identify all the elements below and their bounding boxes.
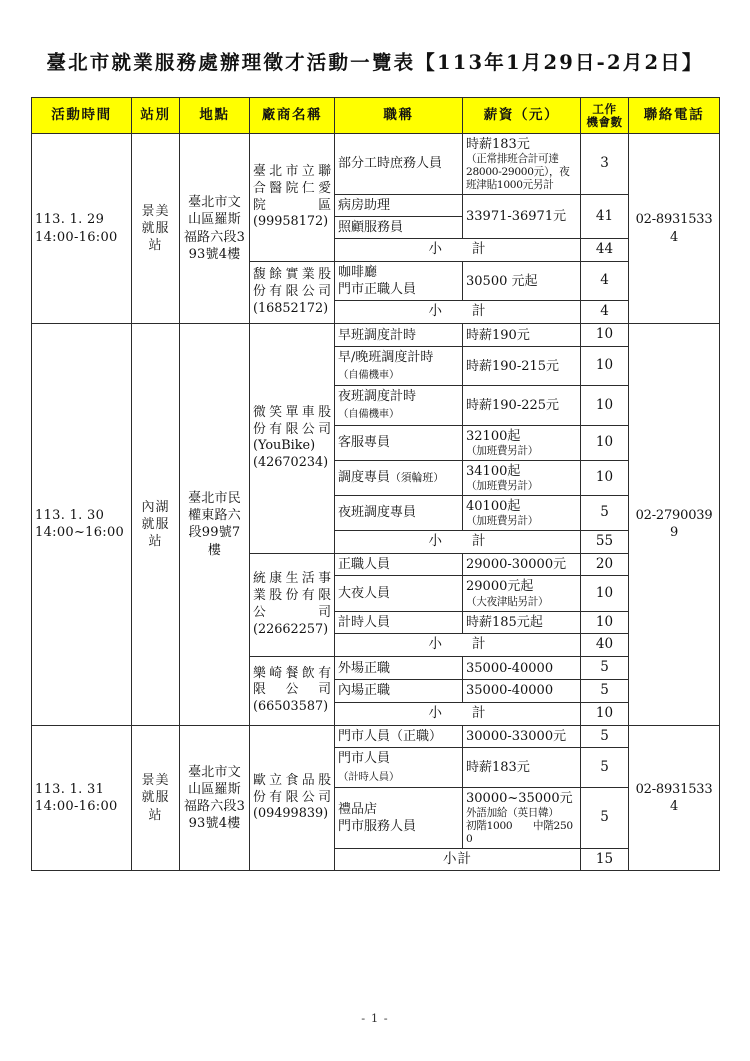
cell-activity-time xyxy=(32,324,132,725)
salary-amount: 29000-30000元 xyxy=(466,556,567,572)
job-title-text: 門市人員（正職） xyxy=(338,728,443,744)
job-title-text: 夜班調度計時 xyxy=(338,389,417,405)
page-title: 臺北市就業服務處辦理徵才活動一覽表【113年1月29日-2月2日】 xyxy=(46,51,704,74)
company-name-line: 臺北市立聯 xyxy=(253,163,331,179)
cell-salary xyxy=(463,194,581,238)
salary-amount: 35000-40000 xyxy=(466,683,554,699)
cell-job-title xyxy=(335,725,463,748)
job-title-text: 調度專員 xyxy=(338,470,391,486)
cell-company-name xyxy=(250,657,335,725)
subtotal-value: 10 xyxy=(581,702,629,725)
job-title-text: 部分工時庶務人員 xyxy=(338,156,443,172)
company-tax-id: (99958172) xyxy=(253,214,329,230)
cell-job-title xyxy=(335,748,463,787)
subtotal-value: 15 xyxy=(581,848,629,871)
cell-openings: 5 xyxy=(581,657,629,680)
cell-company-name xyxy=(250,262,335,324)
salary-amount: 32100起 xyxy=(466,428,521,444)
company-tax-id: (16852172) xyxy=(253,301,329,317)
station-line: 內湖 xyxy=(141,499,170,515)
cell-job-title xyxy=(335,460,463,495)
activity-date: 113. 1. 31 xyxy=(35,781,105,797)
column-header-openings xyxy=(581,98,629,134)
company-name-line: 份有限公司 xyxy=(253,789,331,805)
cell-job-title xyxy=(335,679,463,702)
salary-note: 外語加給（英日韓） xyxy=(466,806,559,819)
salary-note: （正常排班合計可達 xyxy=(466,153,559,166)
job-title-line2: 門市服務人員 xyxy=(338,818,417,834)
station-line: 就服 xyxy=(141,790,170,806)
company-name-line: 歐立食品股 xyxy=(253,772,331,788)
subtotal-label: 小 計 xyxy=(335,634,581,657)
cell-salary xyxy=(463,134,581,195)
job-title-text: 咖啡廳 xyxy=(338,265,378,281)
cell-openings: 5 xyxy=(581,495,629,530)
station-line: 景美 xyxy=(141,773,170,789)
cell-salary xyxy=(463,495,581,530)
page-number-footer: - 1 - xyxy=(361,1011,389,1025)
company-name-line: 院 區 xyxy=(253,197,331,213)
table-row xyxy=(32,725,720,748)
cell-salary xyxy=(463,787,581,848)
column-header-location: 地點 xyxy=(180,98,250,134)
subtotal-label: 小 計 xyxy=(335,301,581,324)
job-title-text: 外場正職 xyxy=(338,660,391,676)
table-row xyxy=(32,134,720,195)
subtotal-label: 小 計 xyxy=(335,530,581,553)
table-header-row xyxy=(32,98,720,134)
cell-phone: 02-89315334 xyxy=(629,725,720,871)
company-name-line: 限公司 xyxy=(253,682,331,698)
column-header-job-title: 職稱 xyxy=(335,98,463,134)
job-title-text: 早班調度計時 xyxy=(338,327,417,343)
cell-job-title xyxy=(335,553,463,576)
cell-station xyxy=(132,324,180,725)
cell-salary xyxy=(463,657,581,680)
cell-openings: 10 xyxy=(581,611,629,634)
cell-job-title xyxy=(335,262,463,301)
salary-amount: 34100起 xyxy=(466,463,521,479)
cell-salary xyxy=(463,324,581,347)
cell-salary xyxy=(463,611,581,634)
cell-activity-time xyxy=(32,134,132,324)
salary-amount: 35000-40000 xyxy=(466,660,554,676)
cell-salary xyxy=(463,346,581,385)
salary-amount: 時薪183元 xyxy=(466,760,530,775)
company-name-line: 馥餘實業股 xyxy=(253,267,331,283)
cell-openings: 5 xyxy=(581,748,629,787)
company-name-line: 合醫院仁愛 xyxy=(253,180,331,196)
company-name-line: (YouBike) xyxy=(253,438,316,454)
cell-openings: 5 xyxy=(581,787,629,848)
cell-salary xyxy=(463,576,581,611)
cell-openings: 10 xyxy=(581,425,629,460)
job-title-text: 門市人員 xyxy=(338,751,391,767)
cell-station xyxy=(132,134,180,324)
station-line: 站 xyxy=(148,807,163,823)
station-line: 站 xyxy=(148,238,163,254)
cell-company-name xyxy=(250,553,335,657)
subtotal-value: 44 xyxy=(581,239,629,262)
salary-amount: 時薪183元 xyxy=(466,137,530,152)
company-name-line: 統康生活事 xyxy=(253,571,331,587)
cell-openings: 5 xyxy=(581,679,629,702)
job-title-subnote: （計時人員） xyxy=(338,770,400,783)
salary-note: （大夜津貼另計） xyxy=(466,595,549,608)
subtotal-value: 55 xyxy=(581,530,629,553)
salary-note: 班津貼1000元另計 xyxy=(466,179,554,191)
subtotal-label: 小 計 xyxy=(335,239,581,262)
cell-activity-time xyxy=(32,725,132,871)
company-tax-id: (42670234) xyxy=(253,455,329,471)
cell-job-title xyxy=(335,495,463,530)
company-name-line: 微笑單車股 xyxy=(253,404,331,420)
job-title-line2: 門市正職人員 xyxy=(338,282,417,298)
salary-amount: 29000元起 xyxy=(466,579,534,595)
job-fair-table-container xyxy=(31,97,719,871)
cell-job-title xyxy=(335,657,463,680)
salary-amount: 33971-36971元 xyxy=(466,209,567,224)
cell-salary xyxy=(463,679,581,702)
cell-phone: 02-27900399 xyxy=(629,324,720,725)
salary-note: （加班費另計） xyxy=(466,479,539,492)
salary-note: 28000-29000元），夜 xyxy=(466,166,570,179)
company-tax-id: (22662257) xyxy=(253,621,329,637)
cell-job-title xyxy=(335,787,463,848)
cell-job-title xyxy=(335,217,463,239)
column-header-time: 活動時間 xyxy=(32,98,132,134)
salary-note: （加班費另計） xyxy=(466,514,539,527)
salary-amount: 30000-33000元 xyxy=(466,728,567,744)
cell-salary xyxy=(463,553,581,576)
salary-amount: 30000~35000元 xyxy=(466,790,573,806)
cell-location: 臺北市民權東路六段99號7樓 xyxy=(180,324,250,725)
job-title-text: 禮品店 xyxy=(338,801,378,817)
cell-openings: 10 xyxy=(581,576,629,611)
salary-amount: 40100起 xyxy=(466,498,521,514)
salary-amount: 30500 元起 xyxy=(466,273,538,289)
cell-job-title xyxy=(335,134,463,195)
column-header-phone: 聯絡電話 xyxy=(629,98,720,134)
openings-line-2: 機會數 xyxy=(586,114,623,129)
cell-openings: 3 xyxy=(581,134,629,195)
cell-salary xyxy=(463,262,581,301)
cell-openings: 10 xyxy=(581,460,629,495)
activity-hours: 14:00~16:00 xyxy=(35,525,125,541)
company-tax-id: (66503587) xyxy=(253,699,329,715)
job-title-text: 客服專員 xyxy=(338,435,391,451)
station-line: 景美 xyxy=(141,203,170,219)
subtotal-label: 小計 xyxy=(335,848,581,871)
cell-location: 臺北市文山區羅斯福路六段393號4樓 xyxy=(180,725,250,871)
cell-salary xyxy=(463,425,581,460)
job-title-text: 夜班調度專員 xyxy=(338,505,417,521)
cell-salary xyxy=(463,460,581,495)
cell-company-name xyxy=(250,725,335,871)
salary-amount: 時薪185元起 xyxy=(466,614,543,630)
cell-job-title xyxy=(335,194,463,216)
salary-note: 初階1000 中階2500 xyxy=(466,819,573,845)
table-body xyxy=(32,134,720,871)
cell-job-title xyxy=(335,611,463,634)
job-title-subnote: （自備機車） xyxy=(338,408,400,421)
job-title-text: 照顧服務員 xyxy=(338,220,404,236)
table-row xyxy=(32,324,720,347)
cell-openings: 41 xyxy=(581,194,629,238)
company-name-line: 份有限公司 xyxy=(253,284,331,300)
column-header-salary: 薪資（元） xyxy=(463,98,581,134)
salary-amount: 時薪190-215元 xyxy=(466,358,560,374)
salary-amount: 時薪190-225元 xyxy=(466,397,560,413)
company-name-line: 公司 xyxy=(253,604,331,620)
station-line: 就服 xyxy=(141,516,170,532)
station-line: 就服 xyxy=(141,221,170,236)
cell-salary xyxy=(463,748,581,787)
cell-job-title xyxy=(335,425,463,460)
activity-date: 113. 1. 30 xyxy=(35,508,105,524)
column-header-company: 廠商名稱 xyxy=(250,98,335,134)
job-title-text: 大夜人員 xyxy=(338,585,391,601)
activity-hours: 14:00-16:00 xyxy=(35,229,118,245)
column-header-station: 站別 xyxy=(132,98,180,134)
job-title-text: 早/晚班調度計時 xyxy=(338,349,434,365)
subtotal-value: 40 xyxy=(581,634,629,657)
subtotal-label: 小 計 xyxy=(335,702,581,725)
cell-location: 臺北市文山區羅斯福路六段393號4樓 xyxy=(180,134,250,324)
job-fair-table xyxy=(31,97,720,871)
station-line: 站 xyxy=(148,533,163,549)
cell-job-title xyxy=(335,386,463,425)
company-name-line: 份有限公司 xyxy=(253,421,331,437)
cell-openings: 4 xyxy=(581,262,629,301)
salary-amount: 時薪190元 xyxy=(466,327,530,343)
cell-company-name xyxy=(250,324,335,553)
cell-openings: 10 xyxy=(581,324,629,347)
company-tax-id: (09499839) xyxy=(253,806,329,822)
activity-date: 113. 1. 29 xyxy=(35,212,105,228)
cell-job-title xyxy=(335,324,463,347)
cell-job-title xyxy=(335,576,463,611)
salary-note: （加班費另計） xyxy=(466,444,539,457)
cell-salary xyxy=(463,725,581,748)
job-title-subnote: （自備機車） xyxy=(338,369,400,382)
cell-station xyxy=(132,725,180,871)
job-title-text: 正職人員 xyxy=(338,556,391,572)
company-name-line: 樂崎餐飲有 xyxy=(253,665,331,681)
job-title-note: （須輪班） xyxy=(390,471,444,485)
cell-openings: 20 xyxy=(581,553,629,576)
cell-phone: 02-89315334 xyxy=(629,134,720,324)
job-title-text: 內場正職 xyxy=(338,683,391,699)
job-title-text: 計時人員 xyxy=(338,614,391,630)
cell-openings: 5 xyxy=(581,725,629,748)
cell-openings: 10 xyxy=(581,346,629,385)
activity-hours: 14:00-16:00 xyxy=(35,799,118,815)
company-name-line: 業股份有限 xyxy=(253,588,331,604)
job-title-text: 病房助理 xyxy=(338,197,391,213)
cell-salary xyxy=(463,386,581,425)
openings-line-1: 工作 xyxy=(592,101,617,116)
subtotal-value: 4 xyxy=(581,301,629,324)
cell-company-name xyxy=(250,134,335,262)
cell-openings: 10 xyxy=(581,386,629,425)
cell-job-title xyxy=(335,346,463,385)
